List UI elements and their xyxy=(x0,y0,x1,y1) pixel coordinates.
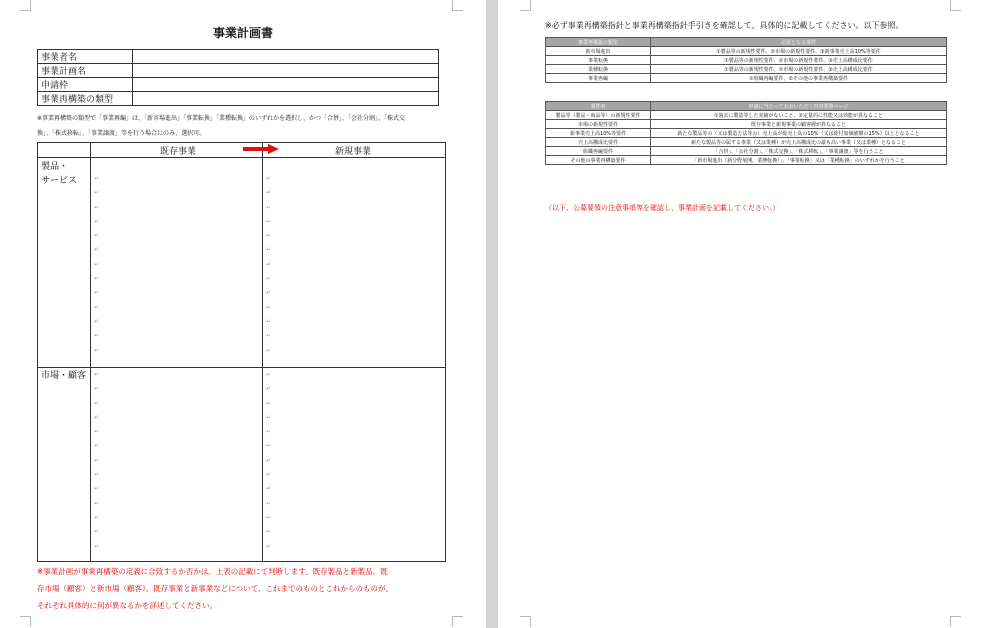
footer-note-line: それぞれ具体的に何が異なるかを詳述してください。 xyxy=(37,601,217,610)
type-note-line[interactable]: 換」、「株式移転」、「事業譲渡」等を行う場合にのみ、選択可。 xyxy=(37,130,206,137)
table-cell[interactable]: 新事業売上高10%等要件 xyxy=(546,129,651,138)
document-page-1 xyxy=(0,0,486,628)
arrow-right-icon xyxy=(243,144,279,154)
table-cell[interactable]: ①組織再編要件、②その他の事業再構築要件 xyxy=(651,74,947,83)
info-table xyxy=(37,49,439,106)
info-label-restructuring-type[interactable]: 事業再構築の類型 xyxy=(38,92,133,106)
table-cell[interactable]: 新たな製品等の（又は製造方法等の）売上高が総売上高の10%（又は総付加価値額の15%）以上となること xyxy=(651,129,947,138)
table-cell[interactable]: ①製品等の新規性要件、②市場の新規性要件、③売上高構成比要件 xyxy=(651,65,947,74)
table-row xyxy=(546,65,947,74)
type-note-line[interactable]: ※事業再構築の類型で「事業再編」は、「新市場進出」「事業転換」「業種転換」のいずれかを選択し、かつ「合併」、「会社分割」、「株式交 xyxy=(37,115,406,122)
table-header-cell[interactable]: 事業再構築の類型 xyxy=(546,38,651,47)
table-row xyxy=(546,156,947,165)
document-title[interactable]: 事業計画書 xyxy=(212,26,273,40)
table-row xyxy=(546,74,947,83)
paragraph-marks-column: ↵ ↵ ↵ ↵ ↵ ↵ ↵ ↵ ↵ ↵ ↵ ↵ ↵ xyxy=(266,371,272,550)
row-label-line: 市場・顧客 xyxy=(41,371,87,381)
table-row xyxy=(546,56,947,65)
corner-mark xyxy=(950,0,961,11)
table-cell[interactable]: 組織再編要件 xyxy=(546,147,651,156)
table-divider xyxy=(38,157,445,158)
table-cell[interactable]: 「合併」、「会社分割」、「株式交換」、「株式移転」、「事業譲渡」等を行うこと xyxy=(651,147,947,156)
info-row xyxy=(38,78,439,92)
corner-mark xyxy=(452,0,463,11)
table-divider xyxy=(90,143,91,561)
info-value-application-frame[interactable] xyxy=(133,78,439,92)
info-value-restructuring-type[interactable] xyxy=(133,92,439,106)
paragraph-marks-column: ↵ ↵ ↵ ↵ ↵ ↵ ↵ ↵ ↵ ↵ ↵ ↵ ↵ xyxy=(94,371,100,550)
instruction-note[interactable]: （以下、公募要領の注意事項等を確認し、事業計画を記載してください。） xyxy=(545,204,780,212)
row-label-market[interactable] xyxy=(41,369,86,383)
corner-mark xyxy=(520,616,531,627)
info-value-company[interactable] xyxy=(133,50,439,64)
info-row xyxy=(38,92,439,106)
table-cell[interactable]: 既存事業と新規事業の顧客層が異なること xyxy=(651,120,947,129)
row-label-line: サービス xyxy=(41,176,78,186)
table-cell[interactable]: 事業再編 xyxy=(546,74,651,83)
restructuring-type-table xyxy=(545,37,947,83)
corner-mark xyxy=(20,0,31,11)
table-row xyxy=(546,47,947,56)
table-cell[interactable]: 事業転換 xyxy=(546,56,651,65)
info-label-company[interactable]: 事業者名 xyxy=(38,50,133,64)
table-cell[interactable]: 「新市場進出（新分野展開、業態転換）」、「事業転換」又は「業種転換」のいずれかを行うこと xyxy=(651,156,947,165)
info-label-plan-name[interactable]: 事業計画名 xyxy=(38,64,133,78)
table-header-cell[interactable]: 必要となる要件 xyxy=(651,38,947,47)
table-header-cell[interactable]: 申請に当たっておおいただく内容参照ページ xyxy=(651,102,947,111)
table-cell[interactable]: その他の事業再構築要件 xyxy=(546,156,651,165)
paragraph-marks-column: ↵ ↵ ↵ ↵ ↵ ↵ ↵ ↵ ↵ ↵ ↵ ↵ ↵ xyxy=(94,175,100,354)
row-label-products[interactable] xyxy=(41,160,77,188)
info-value-plan-name[interactable] xyxy=(133,64,439,78)
footer-note[interactable] xyxy=(37,563,452,614)
table-cell[interactable]: 製品等（製品・商品等）の新規性要件 xyxy=(546,111,651,120)
column-header-existing[interactable]: 既存事業 xyxy=(160,147,197,157)
paragraph-marks-column: ↵ ↵ ↵ ↵ ↵ ↵ ↵ ↵ ↵ ↵ ↵ ↵ ↵ xyxy=(266,175,272,354)
page-gutter xyxy=(486,0,498,628)
corner-mark xyxy=(452,616,463,627)
table-cell[interactable]: 業種転換 xyxy=(546,65,651,74)
info-row xyxy=(38,50,439,64)
table-row xyxy=(546,138,947,147)
table-header-cell[interactable]: 要件名 xyxy=(546,102,651,111)
table-cell[interactable]: 市場の新規性要件 xyxy=(546,120,651,129)
table-header-row xyxy=(546,38,947,47)
footer-note-line: ※事業計画が事業再構築の定義に合致するか否かは、上表の記載にて判断します。既存製品と新製品、既 xyxy=(37,567,388,576)
table-cell[interactable]: ①過去に製造等した実績がないこと、②定量的に性能又は効能が異なること xyxy=(651,111,947,120)
table-cell[interactable]: ①製品等の新規性要件、②市場の新規性要件、③新事業売上高10%等要件 xyxy=(651,47,947,56)
info-label-application-frame[interactable]: 申請枠 xyxy=(38,78,133,92)
requirements-table xyxy=(545,101,947,165)
row-label-line: 製品・ xyxy=(41,162,69,172)
table-cell[interactable]: ①製品等の新規性要件、②市場の新規性要件、③売上高構成比要件 xyxy=(651,56,947,65)
table-row xyxy=(546,120,947,129)
table-divider xyxy=(262,143,263,561)
table-row xyxy=(546,147,947,156)
corner-mark xyxy=(520,0,531,11)
reference-heading[interactable]: ※必ず事業再構築指針と事業再構築指針手引きを確認して、具体的に記載してください。以下参照。 xyxy=(545,21,904,30)
table-divider xyxy=(38,367,445,368)
info-row xyxy=(38,64,439,78)
column-header-new[interactable]: 新規事業 xyxy=(335,147,372,157)
document-page-2 xyxy=(498,0,990,628)
table-row xyxy=(546,129,947,138)
corner-mark xyxy=(950,616,961,627)
table-row xyxy=(546,111,947,120)
table-cell[interactable]: 新たな製品等の属する事業（又は業種）が売上高構成比の最も高い事業（又は業種）となること xyxy=(651,138,947,147)
table-header-row xyxy=(546,102,947,111)
table-cell[interactable]: 新市場進出 xyxy=(546,47,651,56)
footer-note-line: 存市場（顧客）と新市場（顧客）、既存事業と新事業などについて、これまでのものとこれからのものが、 xyxy=(37,584,393,593)
corner-mark xyxy=(20,616,31,627)
table-cell[interactable]: 売上高構成比要件 xyxy=(546,138,651,147)
